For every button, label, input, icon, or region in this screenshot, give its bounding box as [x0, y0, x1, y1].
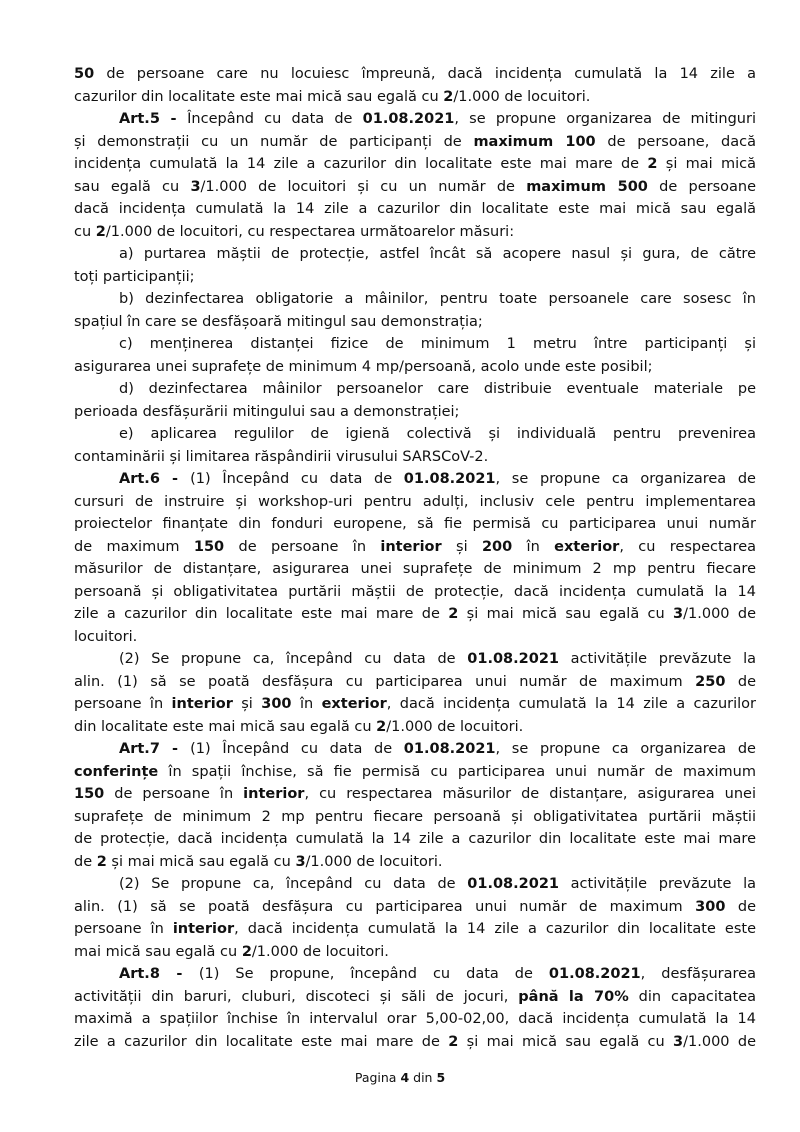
text: din localitate este mai mică sau egală cu: [74, 718, 377, 735]
text: cursuri de instruire și workshop-uri pentru adulți, inclusiv cele pentru implementarea: [74, 493, 756, 510]
bold-text: 3: [190, 178, 201, 195]
text: din capacitatea: [628, 988, 756, 1005]
text: toți participanții;: [74, 268, 195, 285]
text-line: [74, 536, 756, 559]
text: a) purtarea măștii de protecție, astfel încât să acopere nasul și gura, de către: [119, 246, 756, 262]
text-line: [74, 176, 756, 199]
text: , dacă incidența cumulată la 14 zile a cazurilor: [386, 696, 756, 712]
paragraph-art5-item-a: [74, 243, 756, 288]
text-line: [74, 986, 756, 1009]
text: dacă incidența cumulată la 14 zile a cazurilor din localitate este mai mică sau egală: [74, 201, 756, 217]
text: maximă a spațiilor închise în intervalul orar 5,00-02,00, dacă incidența cumulată la 14: [74, 1011, 756, 1027]
text-line: [74, 513, 756, 536]
paragraph-art5-item-d: [74, 378, 756, 423]
text: , cu respectarea măsurilor de distanțare, asigurarea unei: [304, 786, 756, 802]
text: alin. (1) să se poată desfășura cu participarea unui număr de maximum: [74, 673, 696, 690]
bold-text: 2: [376, 718, 387, 735]
text-line: [74, 401, 756, 424]
bold-text: 2: [443, 88, 454, 105]
text-line: [74, 941, 756, 964]
text-line: [74, 828, 756, 851]
bold-text: conferințe: [74, 763, 159, 780]
text: (1) Se propune, începând cu data de: [198, 966, 549, 982]
text: de persoane în: [224, 538, 381, 555]
text: Pagina: [354, 1070, 401, 1085]
bold-text: 2: [241, 943, 252, 960]
text: de persoane, dacă: [595, 133, 756, 150]
paragraph-intro-continuation: [74, 63, 756, 108]
text-line: [74, 288, 756, 311]
bold-text: Art.7 -: [119, 741, 191, 757]
text: de: [725, 898, 756, 915]
text: , dacă incidența cumulată la 14 zile a cazurilor din localitate este: [234, 921, 756, 937]
paragraph-art7-alin2: [74, 873, 756, 963]
text-line: [74, 896, 756, 919]
text: activitățile prevăzute la: [559, 876, 756, 892]
text: , se propune organizarea de mitinguri: [454, 111, 756, 127]
text: b) dezinfectarea obligatorie a mâinilor, pentru toate persoanele care sosesc în: [119, 291, 756, 307]
paragraph-art7-alin1: [74, 738, 756, 873]
text-line: [74, 693, 756, 716]
text: /1.000 de locuitori.: [386, 718, 524, 735]
paragraph-art8-alin1: [74, 963, 756, 1053]
text-line: [74, 266, 756, 289]
text-line: [74, 446, 756, 469]
text-line: [74, 761, 756, 784]
text: spațiul în care se desfășoară mitingul sau demonstrația;: [74, 313, 483, 330]
text: în: [512, 538, 555, 555]
text-line: [74, 671, 756, 694]
text-line: [74, 86, 756, 109]
bold-text: 5: [436, 1070, 446, 1085]
text: (2) Se propune ca, începând cu data de: [119, 876, 468, 892]
text: de persoane: [647, 178, 756, 195]
text: /1.000 de: [683, 1033, 756, 1050]
text-line: [74, 491, 756, 514]
text: /1.000 de: [683, 606, 756, 622]
text: cazurilor din localitate este mai mică sau egală cu: [74, 88, 444, 105]
text-line: [74, 603, 756, 626]
bold-text: 2: [96, 853, 107, 870]
text-line: [74, 198, 756, 221]
text: în: [291, 696, 322, 712]
bold-text: 01.08.2021: [403, 741, 496, 757]
text: sau egală cu: [74, 178, 191, 195]
text: zile a cazurilor din localitate este mai mare de: [74, 1033, 449, 1050]
text-line: [74, 716, 756, 739]
bold-text: Art.6 -: [119, 471, 191, 487]
paragraph-art6-alin2: [74, 648, 756, 738]
text: c) menținerea distanței fizice de minimum 1 metru între participanți și: [119, 336, 756, 352]
bold-text: Art.5 -: [119, 111, 188, 127]
text: zile a cazurilor din localitate este mai mare de: [74, 606, 449, 622]
text: din: [409, 1070, 437, 1085]
bold-text: maximum 500: [526, 178, 648, 195]
bold-text: 01.08.2021: [548, 966, 641, 982]
text: de maximum: [74, 538, 194, 555]
text-line: [74, 153, 756, 176]
text-line: [74, 131, 756, 154]
text: e) aplicarea regulilor de igienă colectivă și individuală pentru prevenirea: [119, 426, 756, 442]
text-line: [74, 918, 756, 941]
text: alin. (1) să se poată desfășura cu participarea unui număr de maximum: [74, 898, 696, 915]
text: și mai mică sau egală cu: [458, 1033, 674, 1050]
bold-text: 01.08.2021: [467, 651, 559, 667]
text: și mai mică sau egală cu: [458, 606, 674, 622]
bold-text: maximum 100: [473, 133, 596, 150]
text: , se propune ca organizarea de: [495, 471, 756, 487]
paragraph-art5: [74, 108, 756, 243]
text: activității din baruri, cluburi, discoteci și săli de jocuri,: [74, 988, 519, 1005]
bold-text: 300: [261, 696, 292, 712]
bold-text: 01.08.2021: [467, 876, 559, 892]
text: , desfășurarea: [640, 966, 756, 982]
text: d) dezinfectarea mâinilor persoanelor care distribuie eventuale materiale pe: [119, 381, 756, 397]
text: și mai mică: [657, 156, 756, 172]
text: în spații închise, să fie permisă cu participarea unui număr de maximum: [158, 763, 756, 780]
text-line: [74, 423, 756, 446]
paragraph-art5-item-b: [74, 288, 756, 333]
bold-text: 2: [448, 606, 459, 622]
text-line: [74, 356, 756, 379]
text-line: [74, 851, 756, 874]
text: , cu respectarea: [619, 538, 756, 555]
text: măsurilor de distanțare, asigurarea unei suprafețe de minimum 2 mp pentru fiecare: [74, 561, 756, 577]
text: (2) Se propune ca, începând cu data de: [119, 651, 468, 667]
text: persoane în: [74, 696, 172, 712]
text: persoane în: [74, 921, 173, 937]
text: mai mică sau egală cu: [74, 943, 242, 960]
bold-text: 2: [647, 156, 658, 172]
bold-text: 2: [448, 1033, 459, 1050]
document-body: [74, 63, 756, 1053]
text-line: [74, 558, 756, 581]
bold-text: 4: [400, 1070, 410, 1085]
text: suprafețe de minimum 2 mp pentru fiecare persoană și obligativitatea purtării măștii: [74, 808, 756, 825]
bold-text: până la 70%: [518, 988, 629, 1005]
text-line: [74, 243, 756, 266]
text: (1) Începând cu data de: [190, 741, 404, 757]
bold-text: 3: [673, 1033, 684, 1050]
text-line: [74, 581, 756, 604]
paragraph-art5-item-c: [74, 333, 756, 378]
page-footer: [0, 1069, 800, 1086]
bold-text: 01.08.2021: [362, 111, 455, 127]
text: (1) Începând cu data de: [190, 471, 404, 487]
text: /1.000 de locuitori.: [453, 88, 591, 105]
text: /1.000 de locuitori și cu un număr de: [200, 178, 527, 195]
text: cu: [74, 223, 96, 240]
text: de protecție, dacă incidența cumulată la 14 zile a cazurilor din localitate este mai mare: [74, 831, 756, 847]
text: de persoane în: [104, 786, 244, 802]
bold-text: 3: [295, 853, 306, 870]
bold-text: interior: [243, 786, 305, 802]
text: proiectelor finanțate din fonduri europene, să fie permisă cu participarea unui număr: [74, 516, 756, 532]
bold-text: 150: [193, 538, 225, 555]
bold-text: interior: [172, 921, 235, 937]
text-line: [74, 806, 756, 829]
bold-text: Art.8 -: [119, 966, 199, 982]
text-line: [74, 221, 756, 244]
bold-text: 50: [74, 66, 95, 82]
text-line: [74, 63, 756, 86]
text: perioada desfășurării mitingului sau a demonstrației;: [74, 403, 460, 420]
bold-text: 2: [95, 223, 106, 240]
bold-text: 150: [74, 786, 105, 802]
text: de: [725, 673, 756, 690]
bold-text: 3: [673, 606, 684, 622]
paragraph-art5-item-e: [74, 423, 756, 468]
text: și demonstrații cu un număr de participanți de: [74, 133, 474, 150]
text-line: [74, 738, 756, 761]
bold-text: 250: [695, 673, 726, 690]
text-line: [74, 468, 756, 491]
text-line: [74, 963, 756, 986]
text-line: [74, 648, 756, 671]
text-line: [74, 108, 756, 131]
bold-text: 01.08.2021: [403, 471, 496, 487]
text: de: [74, 853, 97, 870]
text: de persoane care nu locuiesc împreună, dacă incidența cumulată la 14 zile a: [94, 66, 756, 82]
text: /1.000 de locuitori.: [305, 853, 443, 870]
text: și: [232, 696, 262, 712]
bold-text: interior: [171, 696, 233, 712]
text: și: [441, 538, 482, 555]
text: și mai mică sau egală cu: [106, 853, 296, 870]
bold-text: 200: [481, 538, 513, 555]
paragraph-art6-alin1: [74, 468, 756, 648]
text: asigurarea unei suprafețe de minimum 4 mp/persoană, acolo unde este posibil;: [74, 358, 653, 375]
text-line: [74, 1031, 756, 1054]
text-line: [74, 1008, 756, 1031]
text-line: [74, 873, 756, 896]
bold-text: interior: [380, 538, 442, 555]
bold-text: exterior: [321, 696, 387, 712]
text-line: [74, 378, 756, 401]
text: /1.000 de locuitori, cu respectarea următoarelor măsuri:: [105, 223, 515, 240]
text: , se propune ca organizarea de: [495, 741, 756, 757]
text: incidența cumulată la 14 zile a cazurilor din localitate este mai mare de: [74, 156, 648, 172]
text-line: [74, 626, 756, 649]
text: contaminării și limitarea răspândirii virusului SARSCoV-2.: [74, 448, 489, 465]
text-line: [74, 333, 756, 356]
text: activitățile prevăzute la: [559, 651, 756, 667]
bold-text: exterior: [554, 538, 620, 555]
text: locuitori.: [74, 628, 138, 645]
text: persoană și obligativitatea purtării măștii de protecție, dacă incidența cumulată la 14: [74, 583, 756, 600]
bold-text: 300: [695, 898, 726, 915]
text-line: [74, 783, 756, 806]
text: Începând cu data de: [187, 111, 363, 127]
text-line: [74, 311, 756, 334]
text: /1.000 de locuitori.: [251, 943, 389, 960]
